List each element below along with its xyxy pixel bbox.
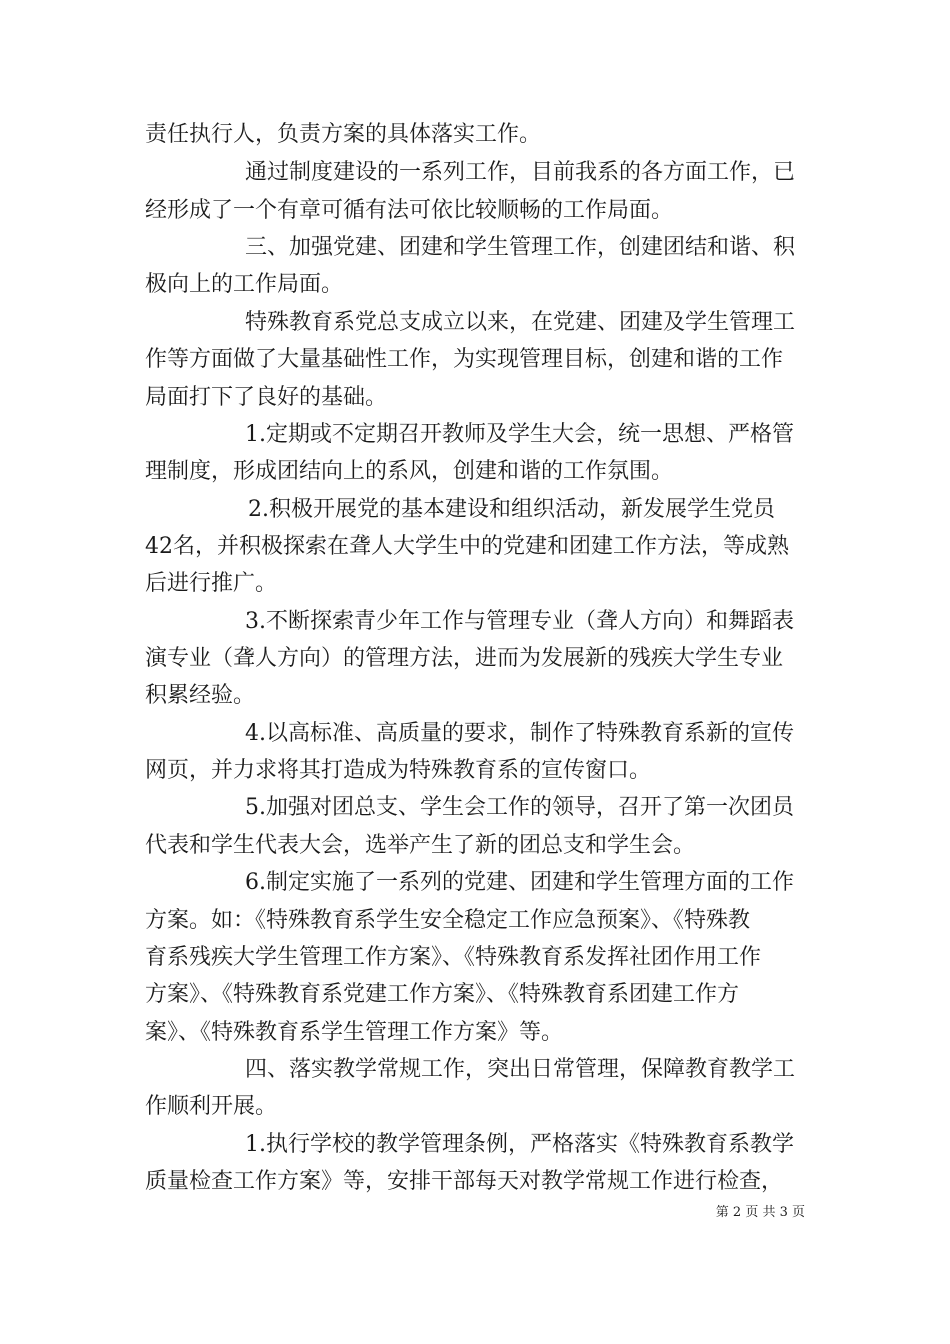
text-line: 1.执行学校的教学管理条例，严格落实《特殊教育系教学 — [245, 1132, 794, 1157]
text-line: 6.制定实施了一系列的党建、团建和学生管理方面的工作 — [245, 870, 794, 895]
text-line: 作等方面做了大量基础性工作，为实现管理目标，创建和谐的工作 — [145, 347, 784, 372]
text-line: 方案》、《特殊教育系党建工作方案》、《特殊教育系团建工作方 — [145, 982, 740, 1007]
text-line: 积累经验。 — [145, 683, 256, 708]
text-line: 质量检查工作方案》等，安排干部每天对教学常规工作进行检查， — [145, 1169, 784, 1194]
text-line: 责任执行人，负责方案的具体落实工作。 — [145, 122, 542, 147]
text-line: 后进行推广。 — [145, 571, 278, 596]
text-line: 四、落实教学常规工作，突出日常管理，保障教育教学工 — [245, 1057, 796, 1082]
text-line: 局面打下了良好的基础。 — [145, 385, 388, 410]
text-line: 作顺利开展。 — [145, 1094, 278, 1119]
text-line: 5.加强对团总支、学生会工作的领导，召开了第一次团员 — [245, 795, 794, 820]
text-line: 经形成了一个有章可循有法可依比较顺畅的工作局面。 — [145, 198, 674, 223]
text-line: 方案。如：《特殊教育系学生安全稳定工作应急预案》、《特殊教 — [145, 908, 751, 933]
text-line: 网页，并力求将其打造成为特殊教育系的宣传窗口。 — [145, 758, 652, 783]
text-line: 3.不断探索青少年工作与管理专业（聋人方向）和舞蹈表 — [245, 609, 794, 634]
text-line: 通过制度建设的一系列工作，目前我系的各方面工作，已 — [245, 160, 796, 185]
text-line: 代表和学生代表大会，选举产生了新的团总支和学生会。 — [145, 833, 696, 858]
text-line: 4.以高标准、高质量的要求，制作了特殊教育系新的宣传 — [245, 721, 794, 746]
text-line: 三、加强党建、团建和学生管理工作，创建团结和谐、积 — [245, 235, 796, 260]
text-line: 演专业（聋人方向）的管理方法，进而为发展新的残疾大学生专业 — [145, 646, 784, 671]
text-line: 育系残疾大学生管理工作方案》、《特殊教育系发挥社团作用工作 — [145, 945, 762, 970]
text-line: 42名，并积极探索在聋人大学生中的党建和团建工作方法，等成熟 — [145, 534, 789, 559]
text-line: 理制度，形成团结向上的系风，创建和谐的工作氛围。 — [145, 459, 674, 484]
text-line: 2.积极开展党的基本建设和组织活动，新发展学生党员 — [248, 497, 775, 522]
page-number: 第 2 页 共 3 页 — [715, 1205, 805, 1220]
text-line: 极向上的工作局面。 — [145, 272, 344, 297]
text-line: 特殊教育系党总支成立以来，在党建、团建及学生管理工 — [245, 310, 796, 335]
text-line: 1.定期或不定期召开教师及学生大会，统一思想、严格管 — [245, 422, 794, 447]
text-line: 案》、《特殊教育系学生管理工作方案》等。 — [145, 1020, 564, 1045]
